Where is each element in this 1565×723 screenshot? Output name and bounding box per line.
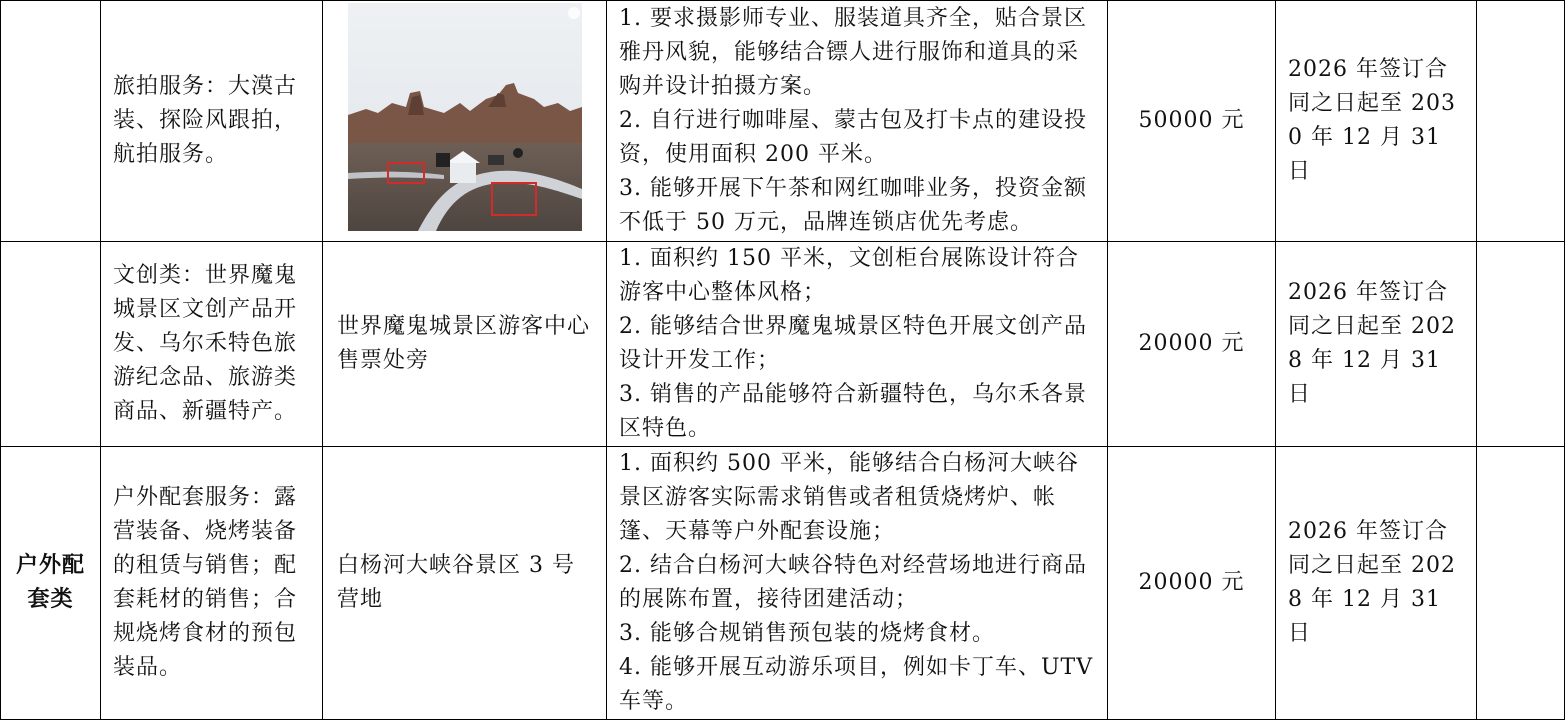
term-text: 2026 年签订合同之日起至 2030 年 12 月 31 日 (1288, 57, 1456, 184)
location-text: 世界魔鬼城景区游客中心售票处旁 (337, 314, 591, 373)
requirement-item: 2. 结合白杨河大峡谷特色对经营场地进行商品的展陈布置，接待团建活动； (619, 553, 1087, 612)
fee-amount: 50000 元 (1138, 108, 1245, 133)
description-cell (101, 242, 323, 447)
requirements-cell (607, 447, 1108, 720)
table-row (1, 447, 1565, 720)
requirement-item: 1. 要求摄影师专业、服装道具齐全，贴合景区雅丹风貌，能够结合镖人进行服饰和道具的采购并设计拍摄方案。 (619, 6, 1087, 99)
fee-amount: 20000 元 (1138, 331, 1245, 356)
requirement-item: 1. 面积约 150 平米，文创柜台展陈设计符合游客中心整体风格； (619, 246, 1079, 305)
description-cell (101, 1, 323, 242)
category-cell (1, 242, 101, 447)
table-row (1, 1, 1565, 242)
fee-amount: 20000 元 (1138, 570, 1245, 595)
requirements-cell (607, 242, 1108, 447)
requirement-item: 1. 面积约 500 平米，能够结合白杨河大峡谷景区游客实际需求销售或者租赁烧烤炉、帐篷、天幕等户外配套设施； (619, 451, 1079, 544)
description-cell (101, 447, 323, 720)
requirements-cell (607, 1, 1108, 242)
category-cell (1, 1, 101, 242)
requirement-item: 3. 销售的产品能够符合新疆特色，乌尔禾各景区特色。 (619, 382, 1087, 441)
requirement-item: 2. 能够结合世界魔鬼城景区特色开展文创产品设计开发工作； (619, 314, 1087, 373)
description-text: 旅拍服务：大漠古装、探险风跟拍，航拍服务。 (113, 74, 298, 167)
description-text: 文创类：世界魔鬼城景区文创产品开发、乌尔禾特色旅游纪念品、旅游类商品、新疆特产。 (113, 263, 298, 424)
fee-cell (1108, 242, 1276, 447)
location-cell (323, 242, 607, 447)
requirement-item: 3. 能够合规销售预包装的烧烤食材。 (619, 621, 995, 646)
term-text: 2026 年签订合同之日起至 2028 年 12 月 31 日 (1288, 280, 1456, 407)
blank-cell (1477, 242, 1565, 447)
table-row (1, 242, 1565, 447)
term-cell (1276, 242, 1477, 447)
location-text: 白杨河大峡谷景区 3 号营地 (337, 553, 575, 612)
blank-cell (1477, 447, 1565, 720)
requirement-item: 3. 能够开展下午茶和网红咖啡业务，投资金额不低于 50 万元，品牌连锁店优先考虑。 (619, 176, 1087, 235)
requirement-item: 2. 自行进行咖啡屋、蒙古包及打卡点的建设投资，使用面积 200 平米。 (619, 108, 1087, 167)
blank-cell (1477, 1, 1565, 242)
category-label: 户外配套类 (15, 553, 85, 612)
term-cell (1276, 1, 1477, 242)
requirement-item: 4. 能够开展互动游乐项目，例如卡丁车、UTV 车等。 (619, 655, 1094, 714)
fee-cell (1108, 447, 1276, 720)
term-text: 2026 年签订合同之日起至 2028 年 12 月 31 日 (1288, 519, 1456, 646)
location-cell (323, 447, 607, 720)
category-cell (1, 447, 101, 720)
fee-cell (1108, 1, 1276, 242)
location-cell (323, 1, 607, 242)
description-text: 户外配套服务：露营装备、烧烤装备的租赁与销售；配套耗材的销售；合规烧烤食材的预包装品。 (113, 485, 298, 680)
scenic-photo (348, 3, 582, 231)
term-cell (1276, 447, 1477, 720)
